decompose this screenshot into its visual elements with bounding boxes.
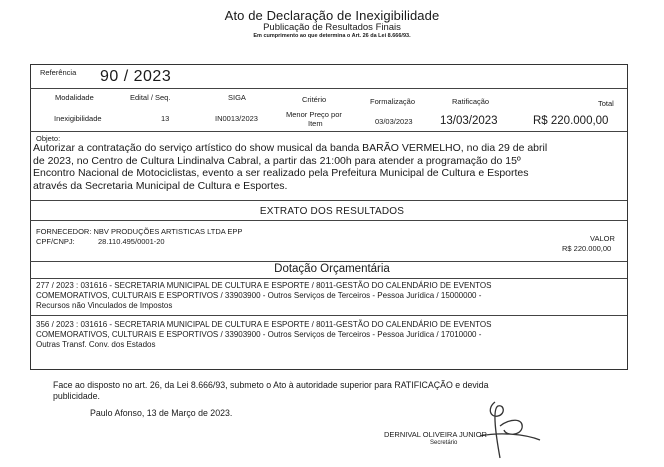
header-total: Total <box>598 99 614 108</box>
value-siga: IN0013/2023 <box>215 114 258 123</box>
referencia-value: 90 / 2023 <box>100 68 172 85</box>
divider <box>30 131 627 132</box>
header-siga: SIGA <box>228 93 246 102</box>
dotacao-line: Outras Transf. Conv. dos Estados <box>36 339 156 349</box>
footer-line: publicidade. <box>53 391 100 401</box>
header-modalidade: Modalidade <box>55 93 94 102</box>
value-formalizacao: 03/03/2023 <box>375 117 413 126</box>
value-ratificacao: 13/03/2023 <box>440 115 498 127</box>
signer-role: Secretário <box>430 440 458 446</box>
header-ratificacao: Ratificação <box>452 97 490 106</box>
dotacao-line: 277 / 2023 : 031616 - SECRETARIA MUNICIPAL DE CULTURA E ESPORTE / 8011-GESTÃO DO CALENDÁRIO DE EVENTOS <box>36 281 492 290</box>
value-total: R$ 220.000,00 <box>533 115 609 127</box>
signer-name: DERNIVAL OLIVEIRA JUNIOR <box>384 430 487 439</box>
objeto-line: de 2023, no Centro de Cultura Lindinalva Cabral, a partir das 21:00h para atender a programação do 15º <box>33 154 521 167</box>
fornecedor: FORNECEDOR: NBV PRODUÇÕES ARTISTICAS LTDA EPP <box>36 227 243 236</box>
divider <box>30 261 627 262</box>
value-criterio-1: Menor Preço por <box>286 110 342 119</box>
objeto-line: através da Secretaria Municipal de Cultura e Esportes. <box>33 179 288 192</box>
divider <box>30 200 627 201</box>
header-formalizacao: Formalização <box>370 97 416 106</box>
divider <box>30 88 627 89</box>
objeto-line: Encontro Nacional de Motociclistas, evento a ser realizado pela Prefeitura Municipal de Cultura e Esportes <box>33 167 529 180</box>
place-date: Paulo Afonso, 13 de Março de 2023. <box>90 408 233 418</box>
divider <box>30 220 627 221</box>
dotacao-title: Dotação Orçamentária <box>274 263 390 275</box>
dotacao-line: COMEMORATIVOS, CULTURAIS E ESPORTIVOS / 33903900 - Outros Serviços de Terceiros - Pessoa Jurídica / 17010000 - <box>36 329 482 339</box>
value-modalidade: Inexigibilidade <box>54 114 102 123</box>
document-subtitle: Publicação de Resultados Finais <box>263 22 401 33</box>
dotacao-item <box>36 281 626 310</box>
dotacao-line: Recursos não Vinculados de Impostos <box>36 300 173 310</box>
objeto-text <box>33 142 623 192</box>
legal-note: Em cumprimento ao que determina o Art. 26 da Lei 8.666/93. <box>253 33 411 39</box>
value-edital: 13 <box>161 114 170 123</box>
valor-label: VALOR <box>590 234 615 243</box>
value-criterio-2: Item <box>308 119 323 128</box>
cpf-value: 28.110.495/0001-20 <box>98 237 165 246</box>
divider <box>30 278 627 279</box>
header-criterio: Critério <box>302 95 327 104</box>
document-title: Ato de Declaração de Inexigibilidade <box>224 8 440 23</box>
referencia-label: Referência <box>40 68 77 77</box>
divider <box>30 315 627 316</box>
dotacao-line: 356 / 2023 : 031616 - SECRETARIA MUNICIPAL DE CULTURA E ESPORTE / 8011-GESTÃO DO CALENDÁRIO DE EVENTOS <box>36 320 492 329</box>
cpf-label: CPF/CNPJ: <box>36 237 75 246</box>
objeto-label: Objeto: <box>36 134 61 143</box>
signature <box>440 396 550 462</box>
dotacao-line: COMEMORATIVOS, CULTURAIS E ESPORTIVOS / 33903900 - Outros Serviços de Terceiros - Pessoa Jurídica / 15000000 - <box>36 290 482 300</box>
header-edital: Edital / Seq. <box>130 93 171 102</box>
footer-line: Face ao disposto no art. 26, da Lei 8.666/93, submeto o Ato à autoridade superior para RATIFICAÇÃO e devida <box>53 380 489 390</box>
dotacao-item <box>36 320 626 349</box>
valor-value: R$ 220.000,00 <box>562 244 612 253</box>
resultados-title: EXTRATO DOS RESULTADOS <box>259 206 405 217</box>
objeto-line: Autorizar a contratação do serviço artístico do show musical da banda BARÃO VERMELHO, no dia 29 de abril <box>33 142 548 154</box>
